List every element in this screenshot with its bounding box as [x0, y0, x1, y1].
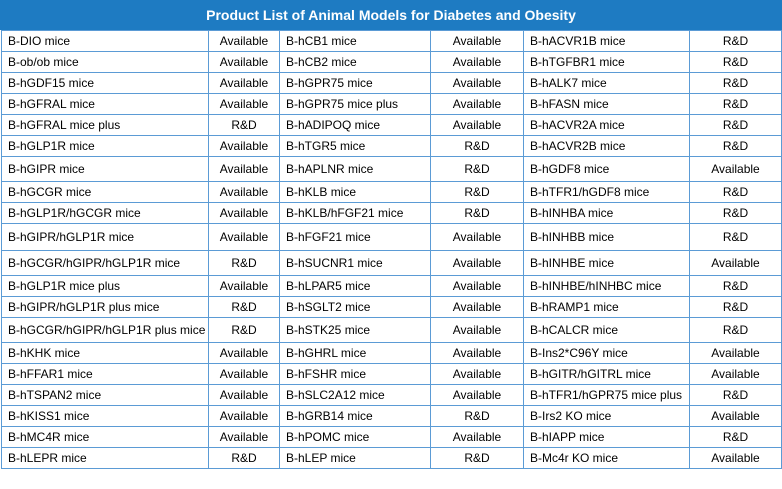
status-cell: Available [690, 157, 782, 182]
model-name-cell: B-hGPR75 mice plus [280, 94, 431, 115]
status-cell: Available [431, 343, 524, 364]
table-row [2, 115, 782, 136]
model-name-cell: B-hTSPAN2 mice [2, 385, 209, 406]
model-name-cell: B-hTGFBR1 mice [524, 52, 690, 73]
model-name-cell: B-hGCGR/hGIPR/hGLP1R mice [2, 251, 209, 276]
model-name-cell: B-hAPLNR mice [280, 157, 431, 182]
status-cell: Available [209, 385, 280, 406]
model-name-cell: B-hTFR1/hGPR75 mice plus [524, 385, 690, 406]
status-cell: Available [431, 251, 524, 276]
status-cell: R&D [690, 224, 782, 251]
status-cell: R&D [690, 115, 782, 136]
status-cell: Available [431, 297, 524, 318]
model-name-cell: B-hLEP mice [280, 448, 431, 469]
status-cell: Available [431, 364, 524, 385]
product-table [1, 30, 782, 469]
table-row [2, 203, 782, 224]
model-name-cell: B-Mc4r KO mice [524, 448, 690, 469]
model-name-cell: B-hIAPP mice [524, 427, 690, 448]
status-cell: Available [431, 318, 524, 343]
table-row [2, 406, 782, 427]
model-name-cell: B-hACVR2A mice [524, 115, 690, 136]
model-name-cell: B-Ins2*C96Y mice [524, 343, 690, 364]
model-name-cell: B-hCALCR mice [524, 318, 690, 343]
status-cell: Available [209, 31, 280, 52]
status-cell: R&D [690, 276, 782, 297]
status-cell: R&D [209, 448, 280, 469]
status-cell: Available [209, 182, 280, 203]
table-row [2, 182, 782, 203]
model-name-cell: B-hFASN mice [524, 94, 690, 115]
status-cell: R&D [690, 182, 782, 203]
status-cell: Available [209, 224, 280, 251]
model-name-cell: B-DIO mice [2, 31, 209, 52]
model-name-cell: B-hADIPOQ mice [280, 115, 431, 136]
model-name-cell: B-ob/ob mice [2, 52, 209, 73]
status-cell: R&D [431, 182, 524, 203]
table-row [2, 157, 782, 182]
model-name-cell: B-hFGF21 mice [280, 224, 431, 251]
model-name-cell: B-hPOMC mice [280, 427, 431, 448]
status-cell: R&D [690, 73, 782, 94]
model-name-cell: B-hGLP1R/hGCGR mice [2, 203, 209, 224]
status-cell: R&D [431, 136, 524, 157]
model-name-cell: B-hRAMP1 mice [524, 297, 690, 318]
status-cell: Available [690, 364, 782, 385]
status-cell: R&D [690, 136, 782, 157]
status-cell: Available [431, 224, 524, 251]
status-cell: Available [431, 427, 524, 448]
model-name-cell: B-hGDF8 mice [524, 157, 690, 182]
model-name-cell: B-hSTK25 mice [280, 318, 431, 343]
status-cell: R&D [431, 448, 524, 469]
status-cell: Available [209, 94, 280, 115]
model-name-cell: B-hSLC2A12 mice [280, 385, 431, 406]
model-name-cell: B-hINHBB mice [524, 224, 690, 251]
model-name-cell: B-hFFAR1 mice [2, 364, 209, 385]
model-name-cell: B-hGHRL mice [280, 343, 431, 364]
table-row [2, 318, 782, 343]
model-name-cell: B-hGFRAL mice [2, 94, 209, 115]
model-name-cell: B-hGIPR mice [2, 157, 209, 182]
model-name-cell: B-hMC4R mice [2, 427, 209, 448]
table-row [2, 73, 782, 94]
status-cell: Available [209, 364, 280, 385]
model-name-cell: B-hINHBA mice [524, 203, 690, 224]
status-cell: Available [209, 406, 280, 427]
model-name-cell: B-hGITR/hGITRL mice [524, 364, 690, 385]
status-cell: Available [209, 157, 280, 182]
table-row [2, 385, 782, 406]
status-cell: R&D [690, 31, 782, 52]
model-name-cell: B-hGCGR mice [2, 182, 209, 203]
table-row [2, 31, 782, 52]
model-name-cell: B-hKLB mice [280, 182, 431, 203]
status-cell: R&D [690, 297, 782, 318]
model-name-cell: B-hCB2 mice [280, 52, 431, 73]
product-table-body [2, 31, 782, 469]
table-row [2, 94, 782, 115]
status-cell: R&D [209, 115, 280, 136]
table-row [2, 136, 782, 157]
model-name-cell: B-hSGLT2 mice [280, 297, 431, 318]
status-cell: Available [209, 52, 280, 73]
status-cell: R&D [690, 427, 782, 448]
model-name-cell: B-hACVR2B mice [524, 136, 690, 157]
model-name-cell: B-hINHBE/hINHBC mice [524, 276, 690, 297]
model-name-cell: B-hGRB14 mice [280, 406, 431, 427]
table-title: Product List of Animal Models for Diabetes and Obesity [0, 0, 782, 30]
model-name-cell: B-hLPAR5 mice [280, 276, 431, 297]
status-cell: Available [209, 73, 280, 94]
status-cell: Available [209, 427, 280, 448]
table-row [2, 276, 782, 297]
model-name-cell: B-hKISS1 mice [2, 406, 209, 427]
status-cell: Available [431, 115, 524, 136]
model-name-cell: B-hALK7 mice [524, 73, 690, 94]
status-cell: Available [209, 276, 280, 297]
model-name-cell: B-hGPR75 mice [280, 73, 431, 94]
status-cell: R&D [690, 318, 782, 343]
model-name-cell: B-hKLB/hFGF21 mice [280, 203, 431, 224]
status-cell: Available [431, 31, 524, 52]
status-cell: R&D [690, 203, 782, 224]
model-name-cell: B-hGDF15 mice [2, 73, 209, 94]
status-cell: Available [209, 136, 280, 157]
status-cell: R&D [209, 297, 280, 318]
status-cell: Available [690, 251, 782, 276]
status-cell: R&D [431, 406, 524, 427]
model-name-cell: B-hFSHR mice [280, 364, 431, 385]
status-cell: Available [431, 385, 524, 406]
status-cell: Available [431, 52, 524, 73]
table-row [2, 251, 782, 276]
status-cell: R&D [690, 94, 782, 115]
status-cell: R&D [431, 157, 524, 182]
model-name-cell: B-hGIPR/hGLP1R plus mice [2, 297, 209, 318]
status-cell: Available [431, 73, 524, 94]
status-cell: Available [209, 343, 280, 364]
model-name-cell: B-Irs2 KO mice [524, 406, 690, 427]
status-cell: R&D [431, 203, 524, 224]
model-name-cell: B-hTFR1/hGDF8 mice [524, 182, 690, 203]
model-name-cell: B-hINHBE mice [524, 251, 690, 276]
table-row [2, 448, 782, 469]
table-row [2, 427, 782, 448]
model-name-cell: B-hSUCNR1 mice [280, 251, 431, 276]
model-name-cell: B-hKHK mice [2, 343, 209, 364]
table-row [2, 224, 782, 251]
model-name-cell: B-hGCGR/hGIPR/hGLP1R plus mice [2, 318, 209, 343]
status-cell: R&D [209, 318, 280, 343]
status-cell: Available [431, 276, 524, 297]
status-cell: R&D [209, 251, 280, 276]
status-cell: Available [209, 203, 280, 224]
model-name-cell: B-hCB1 mice [280, 31, 431, 52]
status-cell: Available [690, 406, 782, 427]
model-name-cell: B-hACVR1B mice [524, 31, 690, 52]
table-row [2, 364, 782, 385]
model-name-cell: B-hGLP1R mice plus [2, 276, 209, 297]
table-row [2, 52, 782, 73]
status-cell: R&D [690, 385, 782, 406]
status-cell: R&D [690, 52, 782, 73]
table-row [2, 343, 782, 364]
status-cell: Available [690, 343, 782, 364]
status-cell: Available [431, 94, 524, 115]
model-name-cell: B-hLEPR mice [2, 448, 209, 469]
model-name-cell: B-hTGR5 mice [280, 136, 431, 157]
table-row [2, 297, 782, 318]
model-name-cell: B-hGLP1R mice [2, 136, 209, 157]
status-cell: Available [690, 448, 782, 469]
model-name-cell: B-hGFRAL mice plus [2, 115, 209, 136]
model-name-cell: B-hGIPR/hGLP1R mice [2, 224, 209, 251]
